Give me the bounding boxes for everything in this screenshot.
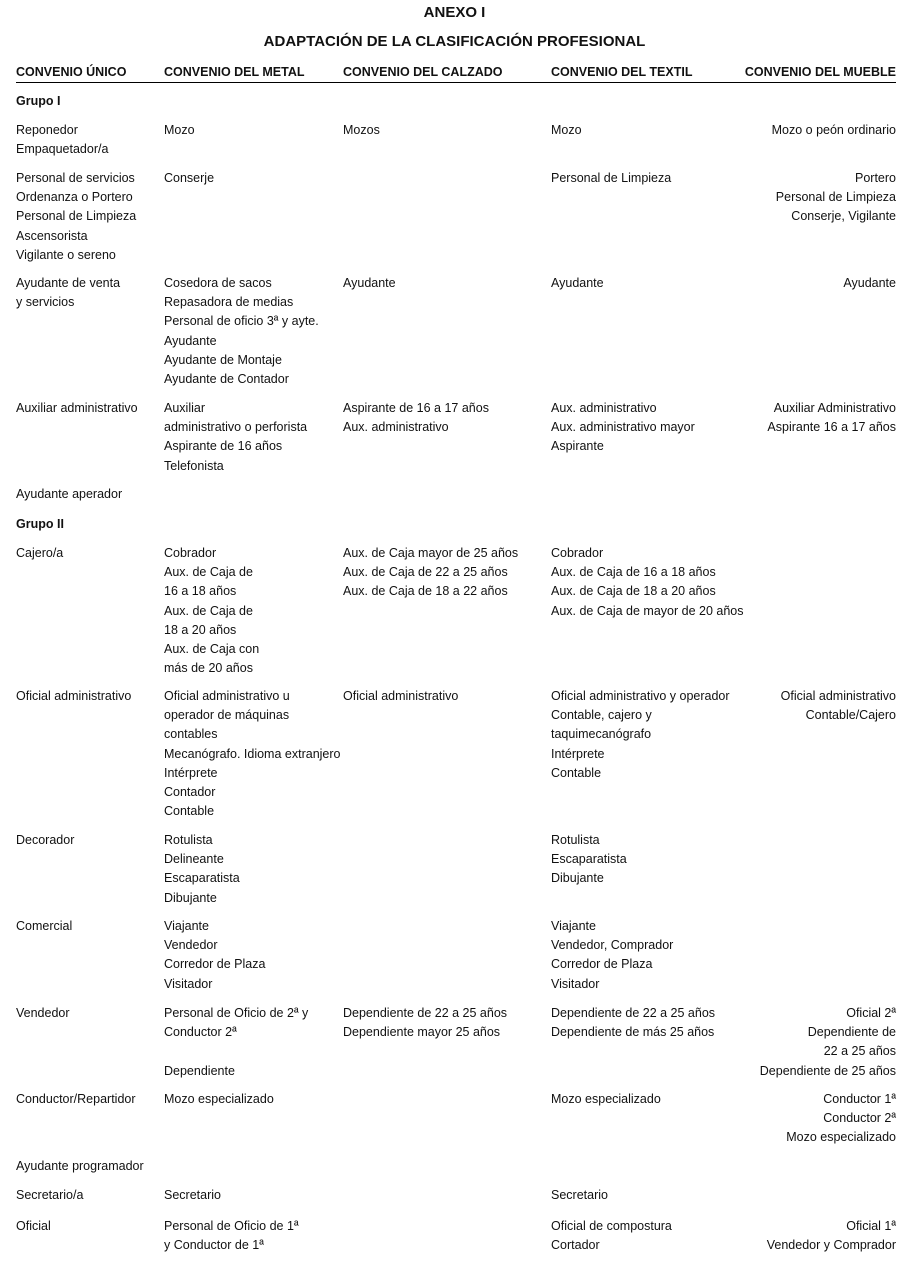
- cell-mueble: Auxiliar Administrativo Aspirante 16 a 17 años: [767, 401, 896, 435]
- header-convenio-metal: CONVENIO DEL METAL: [164, 65, 305, 79]
- cell-textil: Oficial administrativo y operador Contable, cajero y taquimecanógrafo Intérprete Contable: [551, 689, 730, 780]
- cell-metal: Conserje: [164, 171, 215, 185]
- cell-textil: Aux. administrativo Aux. administrativo mayor Aspirante: [551, 401, 695, 454]
- cell-unico: Conductor/Repartidor: [16, 1092, 136, 1106]
- cell-unico: Personal de servicios Ordenanza o Portero Personal de Limpieza Ascensorista Vigilante o sereno: [16, 171, 137, 262]
- cell-unico: Reponedor Empaquetador/a: [16, 123, 109, 157]
- header-convenio-unico: CONVENIO ÚNICO: [16, 65, 127, 79]
- cell-mueble: Portero Personal de Limpieza Conserje, Vigilante: [775, 171, 896, 224]
- cell-textil: Cobrador Aux. de Caja de 16 a 18 años Aux. de Caja de 18 a 20 años Aux. de Caja de mayor de 20 años: [551, 546, 744, 618]
- section-title: ADAPTACIÓN DE LA CLASIFICACIÓN PROFESIONAL: [263, 33, 646, 50]
- cell-unico: Auxiliar administrativo: [16, 401, 138, 415]
- cell-textil: Viajante Vendedor, Comprador Corredor de Plaza Visitador: [551, 919, 674, 991]
- cell-unico: Comercial: [16, 919, 73, 933]
- cell-mueble: Ayudante: [843, 276, 896, 290]
- cell-unico: Cajero/a: [16, 546, 64, 560]
- header-convenio-calzado: CONVENIO DEL CALZADO: [343, 65, 503, 79]
- cell-unico: Ayudante aperador: [16, 487, 123, 501]
- cell-textil: Rotulista Escaparatista Dibujante: [551, 833, 627, 886]
- cell-unico: Ayudante programador: [16, 1159, 144, 1173]
- cell-unico: Decorador: [16, 833, 75, 847]
- cell-textil: Secretario: [551, 1188, 608, 1202]
- cell-metal: Auxiliar administrativo o perforista Aspirante de 16 años Telefonista: [164, 401, 308, 473]
- classification-table: [16, 0, 896, 1274]
- cell-textil: Mozo especializado: [551, 1092, 661, 1106]
- cell-metal: Rotulista Delineante Escaparatista Dibujante: [164, 833, 240, 905]
- cell-unico: Secretario/a: [16, 1188, 84, 1202]
- group-heading: Grupo II: [16, 517, 64, 531]
- cell-unico: Ayudante de venta y servicios: [16, 276, 121, 310]
- cell-mueble: Mozo o peón ordinario: [771, 123, 896, 137]
- cell-metal: Secretario: [164, 1188, 221, 1202]
- cell-calzado: Oficial administrativo: [343, 689, 459, 703]
- cell-metal: Personal de Oficio de 1ª y Conductor de 1ª: [164, 1219, 299, 1253]
- cell-metal: Personal de Oficio de 2ª y Conductor 2ª Dependiente: [164, 1006, 309, 1078]
- cell-textil: Oficial de compostura Cortador: [551, 1219, 672, 1253]
- cell-calzado: Ayudante: [343, 276, 396, 290]
- cell-metal: Mozo: [164, 123, 195, 137]
- cell-unico: Oficial administrativo: [16, 689, 132, 703]
- annex-title: ANEXO I: [423, 4, 486, 21]
- cell-unico: Oficial: [16, 1219, 51, 1233]
- cell-calzado: Aspirante de 16 a 17 años Aux. administrativo: [343, 401, 489, 435]
- cell-metal: Cobrador Aux. de Caja de 16 a 18 años Aux. de Caja de 18 a 20 años Aux. de Caja con más de 20 años: [164, 546, 260, 676]
- cell-textil: Personal de Limpieza: [551, 171, 672, 185]
- header-convenio-mueble: CONVENIO DEL MUEBLE: [744, 65, 896, 79]
- cell-metal: Cosedora de sacos Repasadora de medias Personal de oficio 3ª y ayte. Ayudante Ayudante de Montaje Ayudante de Contador: [164, 276, 319, 387]
- cell-mueble: Conductor 1ª Conductor 2ª Mozo especializado: [786, 1092, 896, 1145]
- cell-mueble: Oficial 1ª Vendedor y Comprador: [766, 1219, 896, 1253]
- cell-mueble: Oficial 2ª Dependiente de 22 a 25 años Dependiente de 25 años: [759, 1006, 896, 1078]
- cell-mueble: Oficial administrativo Contable/Cajero: [780, 689, 896, 723]
- cell-calzado: Dependiente de 22 a 25 años Dependiente mayor 25 años: [343, 1006, 508, 1040]
- cell-metal: Viajante Vendedor Corredor de Plaza Visitador: [164, 919, 266, 991]
- cell-calzado: Aux. de Caja mayor de 25 años Aux. de Caja de 22 a 25 años Aux. de Caja de 18 a 22 años: [343, 546, 519, 599]
- group-heading: Grupo I: [16, 94, 61, 108]
- cell-unico: Vendedor: [16, 1006, 70, 1020]
- cell-metal: Oficial administrativo u operador de máquinas contables Mecanógrafo. Idioma extranjero Intérprete Contador Contable: [164, 689, 341, 819]
- cell-textil: Dependiente de 22 a 25 años Dependiente de más 25 años: [551, 1006, 716, 1040]
- cell-textil: Mozo: [551, 123, 582, 137]
- header-convenio-textil: CONVENIO DEL TEXTIL: [551, 65, 693, 79]
- cell-textil: Ayudante: [551, 276, 604, 290]
- cell-metal: Mozo especializado: [164, 1092, 274, 1106]
- cell-calzado: Mozos: [343, 123, 380, 137]
